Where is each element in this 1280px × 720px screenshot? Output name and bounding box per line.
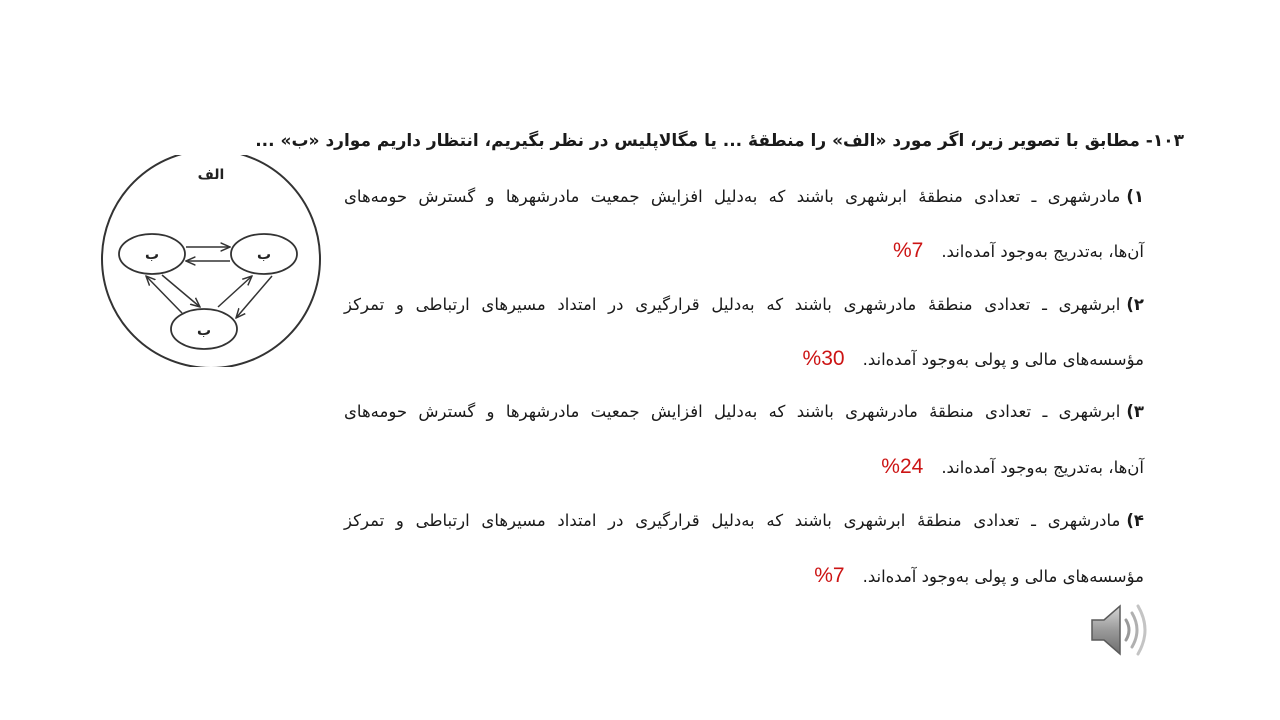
- node-bottom-label: ب: [196, 323, 212, 339]
- option-1-line-2: [344, 236, 1144, 267]
- option-2-line-1: [344, 290, 1144, 320]
- option-4-text-2: مؤسسه‌های مالی و پولی به‌وجود آمده‌اند.: [862, 567, 1144, 586]
- option-3-text-2: آن‌ها، به‌تدریج به‌وجود آمده‌اند.: [941, 458, 1144, 477]
- option-1-text-2: آن‌ها، به‌تدریج به‌وجود آمده‌اند.: [941, 242, 1144, 261]
- arrow-left-to-bottom: [162, 275, 200, 307]
- option-2-percent: %30: [802, 347, 845, 370]
- option-2-text-2: مؤسسه‌های مالی و پولی به‌وجود آمده‌اند.: [862, 350, 1144, 369]
- node-left-label: ب: [144, 247, 160, 263]
- option-2-line-2: [344, 344, 1144, 375]
- option-4-line-2: [344, 561, 1144, 592]
- option-1-number: ۱): [1126, 187, 1144, 206]
- speaker-icon[interactable]: [1088, 598, 1152, 662]
- option-1-percent: %7: [892, 239, 924, 262]
- option-3-text-1: ابرشهری ـ تعدادی منطقهٔ مادرشهری باشند که به‌دلیل افزایش جمعیت مادرشهرها و گسترش حومه‌های: [344, 402, 1121, 421]
- option-1-line-1: [344, 182, 1144, 212]
- arrow-bottom-to-right: [218, 276, 252, 307]
- arrow-right-to-bottom: [236, 276, 272, 318]
- option-3-line-2: [344, 452, 1144, 483]
- option-4-number: ۴): [1126, 511, 1144, 530]
- option-4-line-1: [344, 506, 1144, 536]
- option-2-number: ۲): [1126, 295, 1144, 314]
- arrow-bottom-to-left: [146, 276, 182, 313]
- question-text: ۱۰۳- مطابق با تصویر زیر، اگر مورد «الف» را منطقهٔ ... یا مگالاپلیس در نظر بگیریم، انتظار داریم موارد «ب» ...: [255, 131, 1184, 151]
- option-4-percent: %7: [814, 564, 845, 587]
- option-3-percent: %24: [881, 455, 924, 478]
- option-2-text-1: ابرشهری ـ تعدادی منطقهٔ مادرشهری باشند که به‌دلیل قرارگیری در امتداد مسیرهای ارتباطی و تمرکز: [344, 295, 1121, 314]
- option-3-line-1: [344, 397, 1144, 427]
- outer-label: الف: [197, 167, 225, 183]
- option-1-text-1: مادرشهری ـ تعدادی منطقهٔ ابرشهری باشند که به‌دلیل افزایش جمعیت مادرشهرها و گسترش حومه‌های: [344, 187, 1121, 206]
- option-3-number: ۳): [1126, 402, 1144, 421]
- option-4-text-1: مادرشهری ـ تعدادی منطقهٔ ابرشهری باشند که به‌دلیل قرارگیری در امتداد مسیرهای ارتباطی و تمرکز: [344, 511, 1121, 530]
- node-right-label: ب: [256, 247, 272, 263]
- diagram: [96, 155, 326, 367]
